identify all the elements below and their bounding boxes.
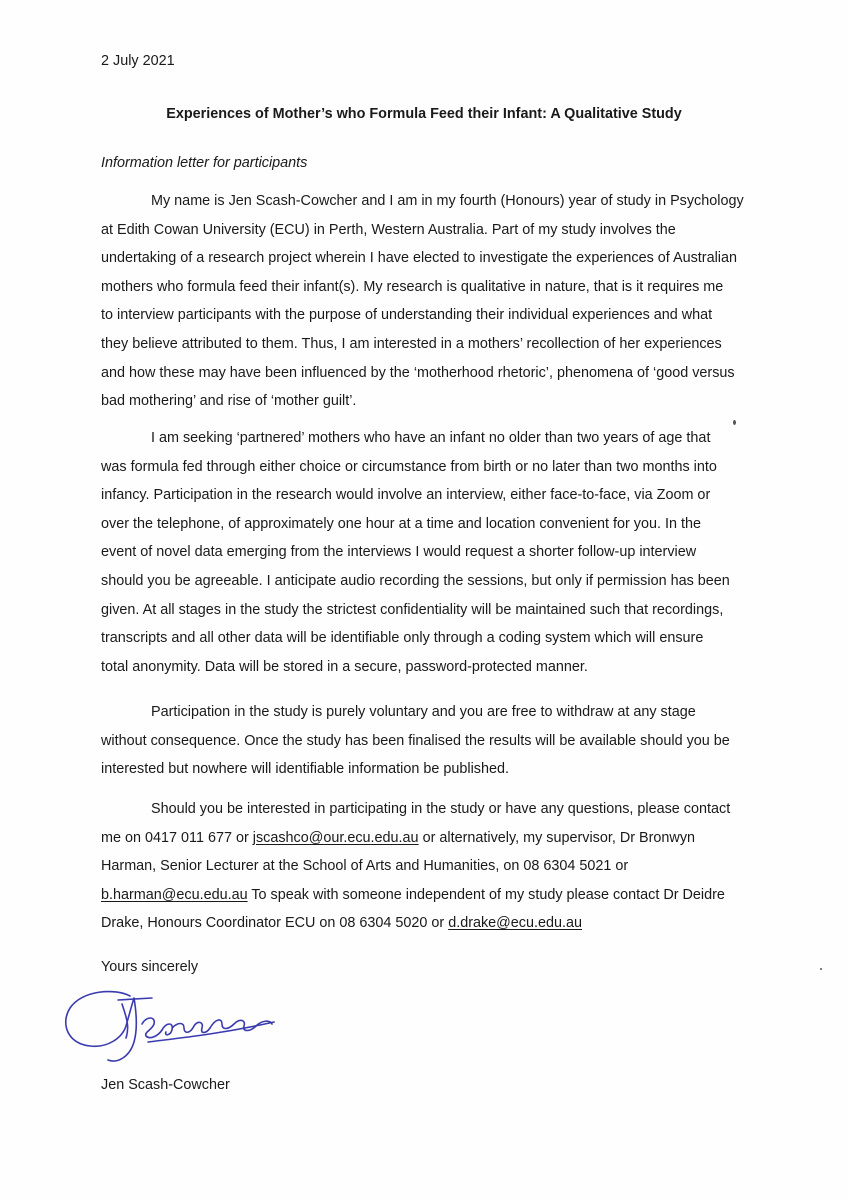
paragraph-line: undertaking of a research project wherein I have elected to investigate the experiences of Australian [101,250,737,267]
supervisor-email-link[interactable]: b.harman@ecu.edu.au [101,886,248,903]
paragraph-line: over the telephone, of approximately one hour at a time and location convenient for you. In the [101,515,701,532]
paragraph-text: or alternatively, my supervisor, Dr Bronwyn [418,829,696,846]
paragraph-introduction [101,187,781,416]
paragraph-voluntary [101,698,781,784]
paragraph-text: To speak with someone independent of my study please contact Dr Deidre [247,886,725,903]
paragraph-line: I am seeking ‘partnered’ mothers who have an infant no older than two years of age that [151,430,711,446]
paragraph-line: they believe attributed to them. Thus, I am interested in a mothers’ recollection of her experiences [101,335,722,352]
letter-date: 2 July 2021 [101,53,175,69]
student-email-link[interactable]: jscashco@our.ecu.edu.au [252,829,419,846]
signature-image [60,982,300,1072]
paragraph-contact [101,795,781,938]
paragraph-line: mothers who formula feed their infant(s). My research is qualitative in nature, that is it requires me [101,278,724,295]
paragraph-line: to interview participants with the purpose of understanding their individual experiences and what [101,307,713,324]
paragraph-line: Participation in the study is purely voluntary and you are free to withdraw at any stage [151,704,696,720]
paragraph-line: was formula fed through either choice or circumstance from birth or no later than two months into [101,458,717,475]
paragraph-line: given. At all stages in the study the strictest confidentiality will be maintained such that recordings, [101,601,724,618]
paragraph-recruitment [101,424,781,681]
paragraph-line: event of novel data emerging from the interviews I would request a shorter follow-up interview [101,544,697,561]
paragraph-line: total anonymity. Data will be stored in a secure, password-protected manner. [101,658,588,675]
signer-name: Jen Scash-Cowcher [101,1077,230,1093]
paragraph-text: me on 0417 011 677 or [101,829,253,846]
scan-speck [820,968,822,970]
paragraph-line: bad mothering’ and rise of ‘mother guilt’. [101,393,357,410]
letter-title: Experiences of Mother’s who Formula Feed their Infant: A Qualitative Study [166,106,682,122]
paragraph-line: at Edith Cowan University (ECU) in Perth, Western Australia. Part of my study involves the [101,221,676,238]
paragraph-line: without consequence. Once the study has been finalised the results will be available should you be [101,732,730,749]
coordinator-email-link[interactable]: d.drake@ecu.edu.au [448,915,583,932]
paragraph-text: Drake, Honours Coordinator ECU on 08 6304 5020 or [101,915,449,932]
paragraph-line: Should you be interested in participating in the study or have any questions, please contact [151,801,731,817]
paragraph-line: transcripts and all other data will be identifiable only through a coding system which will ensure [101,630,704,647]
paragraph-line: interested but nowhere will identifiable information be published. [101,761,509,778]
letter-closing: Yours sincerely [101,959,199,975]
paragraph-line: infancy. Participation in the research would involve an interview, either face-to-face, via Zoom or [101,487,711,504]
scan-speck [733,420,736,425]
paragraph-line: My name is Jen Scash-Cowcher and I am in my fourth (Honours) year of study in Psychology [151,193,744,209]
paragraph-line: and how these may have been influenced by the ‘motherhood rhetoric’, phenomena of ‘good versus [101,364,735,381]
letter-subtitle: Information letter for participants [101,155,308,171]
paragraph-line: should you be agreeable. I anticipate audio recording the sessions, but only if permission has been [101,572,730,589]
paragraph-line: Harman, Senior Lecturer at the School of Arts and Humanities, on 08 6304 5021 or [101,858,629,875]
